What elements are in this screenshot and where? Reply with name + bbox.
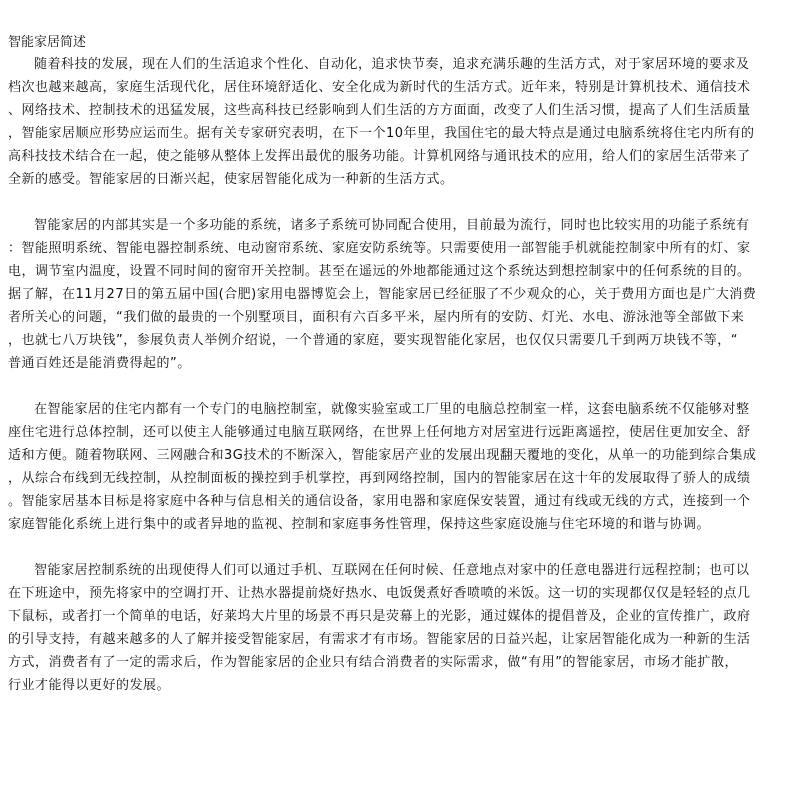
text-line: 在下班途中，预先将家中的空调打开、让热水器提前烧好热水、电饭煲煮好香喷喷的米饭。这一切的实现都仅仅是轻轻的点几 bbox=[8, 586, 751, 601]
text-line: 随着科技的发展，现在人们的生活追求个性化、自动化，追求快节奏，追求充满乐趣的生活方式，对于家居环境的要求及 bbox=[34, 57, 750, 72]
text-line: 普通百姓还是能消费得起的”。 bbox=[8, 356, 191, 371]
text-line: 电，调节室内温度，设置不同时间的窗帘开关控制。甚至在遥远的外地都能通过这个系统达到想控制家中的任何系统的目的。 bbox=[8, 264, 751, 279]
text-line: ，也就七八万块钱”，参展负责人举例介绍说，一个普通的家庭，要实现智能化家居，也仅仅只需要几千到两万块钱不等，“ bbox=[8, 333, 738, 348]
text-line: 家庭智能化系统上进行集中的或者异地的监视、控制和家庭事务性管理，保持这些家庭设施与住宅环境的和谐与协调。 bbox=[8, 517, 711, 532]
paragraph-2 bbox=[8, 214, 784, 375]
text-line: 座住宅进行总体控制，还可以使主人能够通过电脑互联网络，在世界上任何地方对居室进行远距离遥控，使居住更加安全、舒 bbox=[8, 425, 751, 440]
text-line: 智能家居的内部其实是一个多功能的系统，诸多子系统可协同配合使用，目前最为流行，同时也比较实用的功能子系统有 bbox=[34, 218, 750, 233]
text-line: 在智能家居的住宅内都有一个专门的电脑控制室，就像实验室或工厂里的电脑总控制室一样，这套电脑系统不仅能够对整 bbox=[34, 402, 750, 417]
paragraph-4 bbox=[8, 559, 784, 697]
text-line: 。智能家居基本目标是将家庭中各种与信息相关的通信设备，家用电器和家庭保安装置，通过有线或无线的方式，连接到一个 bbox=[8, 494, 751, 509]
text-line: 下鼠标，或者打一个简单的电话，好莱坞大片里的场景不再只是荧幕上的光影，通过媒体的提倡普及，企业的宣传推广，政府 bbox=[8, 609, 751, 624]
text-line: 者所关心的问题，“我们做的最贵的一个别墅项目，面积有六百多平米，屋内所有的安防、灯光、水电、游泳池等全部做下来 bbox=[8, 310, 745, 325]
paragraph-spacer bbox=[8, 191, 784, 214]
text-line: 行业才能得以更好的发展。 bbox=[8, 678, 171, 693]
text-line: 档次也越来越高，家庭生活现代化，居住环境舒适化、安全化成为新时代的生活方式。近年来，特别是计算机技术、通信技术 bbox=[8, 80, 751, 95]
text-line: 智能家居控制系统的出现使得人们可以通过手机、互联网在任何时候、任意地点对家中的任意电器进行远程控制；也可以 bbox=[34, 563, 750, 578]
paragraph-1 bbox=[8, 53, 784, 191]
text-line: 的引导支持，有越来越多的人了解并接受智能家居，有需求才有市场。智能家居的日益兴起，让家居智能化成为一种新的生活 bbox=[8, 632, 751, 647]
text-line: 、网络技术、控制技术的迅猛发展，这些高科技已经影响到人们生活的方方面面，改变了人们生活习惯，提高了人们生活质量 bbox=[8, 103, 751, 118]
document bbox=[8, 33, 784, 697]
text-line: 全新的感受。智能家居的日渐兴起，使家居智能化成为一种新的生活方式。 bbox=[8, 172, 454, 187]
document-title: 智能家居简述 bbox=[8, 35, 87, 50]
text-line: 方式，消费者有了一定的需求后，作为智能家居的企业只有结合消费者的实际需求，做“有用”的智能家居，市场才能扩散， bbox=[8, 655, 738, 670]
paragraph-spacer bbox=[8, 536, 784, 559]
text-line: ，智能家居顺应形势应运而生。据有关专家研究表明，在下一个10年里，我国住宅的最大特点是通过电脑系统将住宅内所有的 bbox=[8, 126, 755, 141]
paragraph-spacer bbox=[8, 375, 784, 398]
text-line: ：智能照明系统、智能电器控制系统、电动窗帘系统、家庭安防系统等。只需要使用一部智能手机就能控制家中所有的灯、家 bbox=[8, 241, 751, 256]
text-line: 高科技技术结合在一起，使之能够从整体上发挥出最优的服务功能。计算机网络与通讯技术的应用，给人们的家居生活带来了 bbox=[8, 149, 751, 164]
paragraph-3 bbox=[8, 398, 784, 536]
text-line: 适和方便。随着物联网、三网融合和3G技术的不断深入，智能家居产业的发展出现翻天覆地的变化，从单一的功能到综合集成 bbox=[8, 448, 757, 463]
text-line: 据了解，在11月27日的第五届中国(合肥)家用电器博览会上，智能家居已经征服了不少观众的心，关于费用方面也是广大消费 bbox=[8, 287, 757, 302]
text-line: ，从综合布线到无线控制，从控制面板的操控到手机掌控，再到网络控制，国内的智能家居在这十年的发展取得了骄人的成绩 bbox=[8, 471, 751, 486]
